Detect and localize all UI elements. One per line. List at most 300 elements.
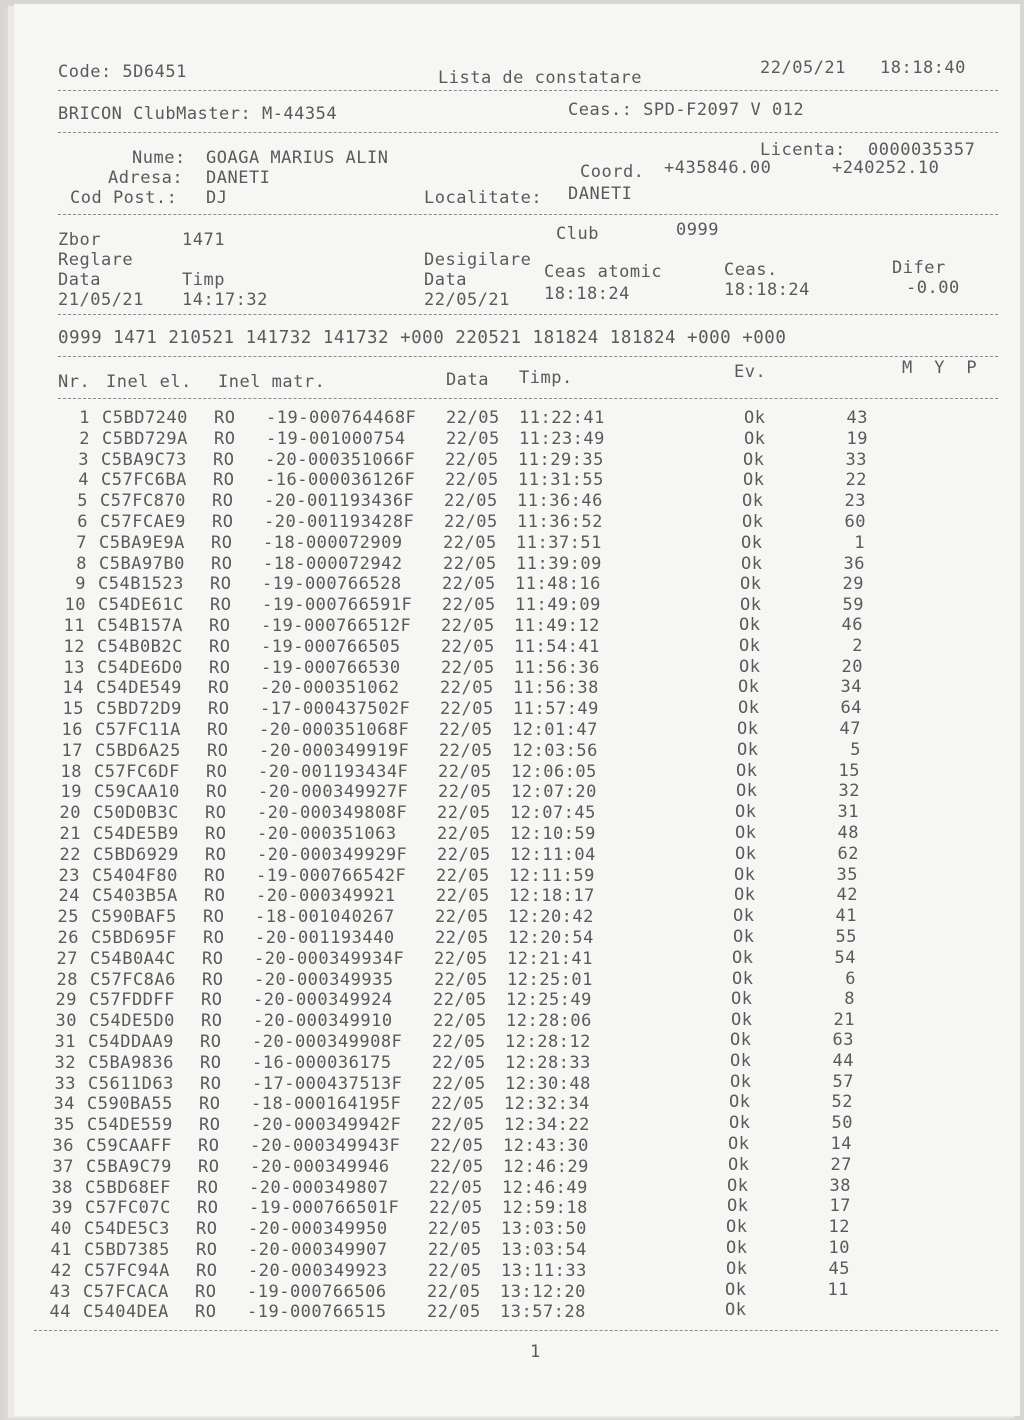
- cell-inel-matr: -18-000072942: [263, 553, 403, 574]
- cell-date: 22/05: [429, 1198, 483, 1219]
- cell-nr: 35: [53, 1115, 75, 1136]
- cell-inel-el: C54DDAA9: [88, 1032, 174, 1052]
- cell-inel-el: C5404F80: [92, 865, 178, 886]
- cell-m: 44: [832, 1050, 854, 1071]
- cell-date: 22/05: [446, 408, 500, 428]
- cell-date: 22/05: [434, 948, 488, 969]
- header-time: 18:18:40: [880, 58, 966, 78]
- table-row: [3, 928, 1009, 949]
- cell-ev: Ok: [726, 1258, 748, 1279]
- table-row: [0, 1302, 1001, 1323]
- cell-nr: 14: [62, 678, 84, 699]
- col-data: Data: [446, 370, 489, 390]
- cell-inel-el: C54DE61C: [98, 595, 184, 616]
- cell-m: 57: [832, 1071, 854, 1092]
- cell-nr: 1: [79, 408, 90, 428]
- divider: [58, 90, 998, 91]
- cell-time: 12:28:06: [506, 1011, 592, 1032]
- cell-inel-el: C5BA9E9A: [99, 532, 185, 553]
- cell-ev: Ok: [740, 574, 762, 595]
- code-line: 0999 1471 210521 141732 141732 +000 220521 181824 181824 +000 +000: [58, 328, 787, 348]
- cell-inel-el: C54DE6D0: [97, 657, 183, 678]
- cell-inel-matr: -20-000349910: [253, 1011, 393, 1032]
- table-row: [5, 803, 1011, 824]
- cell-country: RO: [196, 1260, 218, 1281]
- cell-inel-matr: -20-001193428F: [264, 512, 415, 532]
- cell-country: RO: [203, 928, 225, 948]
- cell-inel-matr: -20-000349946: [250, 1156, 390, 1177]
- cell-time: 12:18:17: [509, 886, 595, 907]
- cell-date: 22/05: [428, 1219, 482, 1240]
- cell-ev: Ok: [736, 760, 758, 781]
- cell-ev: Ok: [727, 1175, 749, 1196]
- cell-time: 11:22:41: [519, 408, 605, 428]
- cell-nr: 26: [57, 928, 79, 948]
- cell-ev: Ok: [735, 823, 757, 843]
- cell-ev: Ok: [744, 408, 766, 428]
- cell-country: RO: [196, 1240, 218, 1260]
- cell-ev: Ok: [742, 491, 764, 512]
- cell-inel-matr: -18-000164195F: [251, 1094, 402, 1115]
- cell-time: 13:03:54: [501, 1240, 587, 1260]
- table-row: [5, 845, 1011, 866]
- cell-m: 29: [842, 574, 864, 595]
- cell-date: 22/05: [440, 678, 494, 699]
- reglare-label: Reglare: [58, 250, 134, 270]
- licenta-label: Licenta:: [760, 140, 846, 160]
- cell-time: 12:34:22: [504, 1115, 590, 1136]
- cell-inel-el: C5BA9C73: [101, 449, 187, 470]
- localitate-label: Localitate:: [424, 188, 543, 208]
- cell-date: 22/05: [433, 990, 487, 1011]
- cell-inel-matr: -20-000349919F: [259, 740, 410, 761]
- table-row: [0, 1094, 1005, 1115]
- data-label: Data: [58, 270, 101, 290]
- divider: [34, 1330, 998, 1331]
- cell-inel-el: C5BD68EF: [85, 1177, 171, 1198]
- cell-country: RO: [205, 844, 227, 865]
- cell-time: 12:30:48: [505, 1073, 591, 1094]
- cell-country: RO: [207, 720, 229, 740]
- cell-nr: 2: [79, 428, 90, 449]
- cell-inel-el: C57FC07C: [85, 1198, 171, 1219]
- cell-inel-el: C54B0B2C: [97, 636, 183, 657]
- cell-date: 22/05: [441, 636, 495, 657]
- cell-inel-el: C59CAA10: [94, 782, 180, 803]
- table-row: [10, 574, 1016, 595]
- cell-country: RO: [210, 595, 232, 616]
- cell-inel-el: C54DE5C3: [84, 1219, 170, 1240]
- cell-date: 22/05: [432, 1032, 486, 1052]
- cell-ev: Ok: [733, 927, 755, 947]
- cell-m: 20: [841, 656, 863, 677]
- cell-inel-el: C5BD695F: [91, 928, 177, 948]
- cell-inel-matr: -19-000764468F: [266, 408, 417, 428]
- cell-ev: Ok: [729, 1113, 751, 1134]
- cell-inel-el: C5404DEA: [83, 1302, 169, 1323]
- cell-nr: 17: [61, 740, 83, 761]
- table-row: [0, 1136, 1004, 1157]
- cell-m: 64: [840, 698, 862, 719]
- cell-inel-matr: -18-000072909: [263, 532, 403, 553]
- cell-inel-el: C57FC6BA: [101, 470, 187, 491]
- cell-m: 34: [840, 677, 862, 698]
- cell-nr: 12: [63, 636, 85, 657]
- cell-time: 12:03:56: [512, 740, 598, 761]
- cell-inel-matr: -20-000349943F: [250, 1136, 401, 1156]
- table-row: [14, 429, 1020, 450]
- cell-ev: Ok: [741, 532, 763, 553]
- cell-inel-el: C5BD72D9: [96, 699, 182, 720]
- cell-m: 23: [844, 491, 866, 512]
- cell-nr: 43: [49, 1281, 71, 1302]
- cell-country: RO: [206, 782, 228, 803]
- cell-nr: 3: [78, 449, 89, 470]
- cell-date: 22/05: [437, 844, 491, 865]
- cell-country: RO: [195, 1281, 217, 1302]
- cell-inel-matr: -20-000349924: [253, 990, 393, 1011]
- zbor-label: Zbor: [58, 230, 101, 250]
- cell-ev: Ok: [738, 677, 760, 698]
- divider: [58, 314, 998, 315]
- cell-nr: 11: [63, 616, 85, 636]
- cell-inel-el: C57FC870: [100, 491, 186, 512]
- cell-inel-matr: -20-000349807: [249, 1177, 389, 1198]
- table-row: [13, 470, 1019, 491]
- cell-time: 11:31:55: [518, 470, 604, 491]
- coord-value-1: +435846.00: [664, 158, 772, 178]
- timp-label: Timp: [182, 270, 225, 290]
- cell-time: 11:57:49: [513, 699, 599, 720]
- cell-country: RO: [213, 449, 235, 470]
- cell-nr: 28: [56, 969, 78, 990]
- cell-ev: Ok: [741, 553, 763, 574]
- cell-m: 55: [835, 927, 857, 947]
- reglare-timp: 14:17:32: [182, 290, 268, 310]
- cell-date: 22/05: [431, 1115, 485, 1136]
- cell-m: 17: [829, 1196, 851, 1217]
- cell-time: 12:20:42: [508, 907, 594, 928]
- cell-m: 41: [835, 906, 857, 927]
- cell-time: 11:49:12: [514, 616, 600, 636]
- cell-ev: Ok: [730, 1050, 752, 1071]
- cell-inel-el: C5611D63: [88, 1073, 174, 1094]
- cell-inel-el: C59CAAFF: [86, 1136, 172, 1156]
- licenta-value: 0000035357: [868, 140, 976, 160]
- cell-time: 11:56:36: [514, 657, 600, 678]
- cell-ev: Ok: [742, 512, 764, 532]
- cell-time: 12:20:54: [508, 928, 594, 948]
- header-date: 22/05/21: [760, 58, 846, 78]
- cell-date: 22/05: [432, 1052, 486, 1073]
- cell-time: 12:25:49: [506, 990, 592, 1011]
- table-row: [4, 866, 1010, 887]
- cell-inel-el: C5BD7385: [84, 1240, 170, 1260]
- cell-date: 22/05: [442, 595, 496, 616]
- cell-date: 22/05: [438, 782, 492, 803]
- cell-inel-matr: -19-000766528: [262, 574, 402, 595]
- cell-inel-matr: -20-000349921: [256, 886, 396, 907]
- cell-nr: 39: [51, 1198, 73, 1219]
- cell-m: 42: [836, 885, 858, 906]
- cell-m: 38: [829, 1175, 851, 1196]
- cell-inel-matr: -20-000351062: [260, 678, 400, 699]
- cell-inel-el: C54B1523: [98, 574, 184, 595]
- cell-country: RO: [199, 1094, 221, 1115]
- cell-date: 22/05: [443, 532, 497, 553]
- cell-nr: 8: [76, 553, 87, 574]
- cell-ev: Ok: [730, 1030, 752, 1050]
- cell-inel-el: C54B0A4C: [90, 948, 176, 969]
- cell-country: RO: [213, 470, 235, 491]
- club-value: 0999: [676, 220, 719, 240]
- cell-country: RO: [210, 574, 232, 595]
- cell-date: 22/05: [439, 720, 493, 740]
- cell-nr: 16: [61, 720, 83, 740]
- cell-country: RO: [204, 865, 226, 886]
- cell-ev: Ok: [740, 595, 762, 616]
- table-row: [0, 1175, 1003, 1199]
- cell-date: 22/05: [436, 886, 490, 907]
- cell-date: 22/05: [445, 470, 499, 491]
- cell-time: 11:36:46: [517, 491, 603, 512]
- cell-nr: 32: [54, 1052, 76, 1073]
- cell-time: 13:12:20: [500, 1281, 586, 1302]
- table-row: [0, 1240, 1002, 1261]
- table-row: [2, 970, 1008, 991]
- table-row: [0, 1258, 1002, 1282]
- cell-inel-matr: -20-001193440: [255, 928, 395, 948]
- cell-time: 11:48:16: [515, 574, 601, 595]
- cell-time: 13:57:28: [500, 1302, 586, 1323]
- col-inel-el: Inel el.: [106, 372, 192, 392]
- codpost-value: DJ: [206, 188, 228, 208]
- cell-time: 12:07:20: [511, 782, 597, 803]
- col-timp: Timp.: [519, 368, 573, 388]
- cell-inel-matr: -20-000349929F: [257, 844, 408, 865]
- table-row: [11, 554, 1017, 575]
- cell-country: RO: [198, 1136, 220, 1156]
- cell-inel-el: C54DE549: [96, 678, 182, 699]
- cell-date: 22/05: [444, 512, 498, 532]
- nume-label: Nume:: [132, 148, 186, 168]
- cell-time: 12:10:59: [510, 824, 596, 844]
- cell-m: 52: [831, 1092, 853, 1113]
- cell-inel-matr: -16-000036175: [252, 1052, 392, 1073]
- cell-time: 11:56:38: [513, 678, 599, 699]
- cell-ev: Ok: [737, 719, 759, 739]
- cell-inel-matr: -18-001040267: [255, 907, 395, 928]
- cell-date: 22/05: [437, 824, 491, 844]
- cell-inel-matr: -17-000437513F: [252, 1073, 403, 1094]
- cell-ev: Ok: [729, 1092, 751, 1113]
- cell-inel-el: C5BA97B0: [99, 553, 185, 574]
- cell-inel-matr: -19-000766505: [261, 636, 401, 657]
- cell-country: RO: [205, 824, 227, 844]
- cell-date: 22/05: [435, 928, 489, 948]
- ceas-value: 18:18:24: [724, 280, 810, 300]
- table-row: [0, 1115, 1005, 1136]
- cell-nr: 5: [77, 491, 88, 512]
- cell-m: 2: [852, 635, 863, 656]
- cell-m: 54: [834, 947, 856, 968]
- cell-country: RO: [208, 678, 230, 699]
- cell-time: 11:54:41: [514, 636, 600, 657]
- cell-inel-el: C57FCAE9: [100, 512, 186, 532]
- cell-date: 22/05: [434, 969, 488, 990]
- cell-m: 27: [830, 1154, 852, 1175]
- cell-inel-matr: -20-000349927F: [258, 782, 409, 803]
- reglare-data: 21/05/21: [58, 290, 144, 310]
- cell-m: 19: [846, 428, 868, 449]
- cell-country: RO: [198, 1156, 220, 1177]
- cell-date: 22/05: [438, 761, 492, 782]
- cell-inel-matr: -19-000766530: [261, 657, 401, 678]
- table-row: [5, 824, 1011, 845]
- cell-ev: Ok: [738, 698, 760, 719]
- cell-nr: 29: [55, 990, 77, 1011]
- cell-inel-el: C5BA9C79: [86, 1156, 172, 1177]
- cell-m: 45: [828, 1258, 850, 1279]
- cell-nr: 9: [75, 574, 86, 595]
- cell-country: RO: [212, 491, 234, 512]
- cell-nr: 7: [76, 532, 87, 553]
- cell-nr: 44: [49, 1302, 71, 1323]
- cell-nr: 15: [62, 699, 84, 720]
- col-ev: Ev.: [734, 362, 767, 382]
- cell-inel-matr: -20-000351068F: [259, 720, 410, 740]
- coord-label: Coord.: [580, 162, 645, 182]
- cell-country: RO: [202, 969, 224, 990]
- cell-date: 22/05: [443, 553, 497, 574]
- cell-inel-el: C5BA9836: [88, 1052, 174, 1073]
- cell-date: 22/05: [427, 1281, 481, 1302]
- table-row: [9, 658, 1015, 679]
- cell-m: 63: [832, 1030, 854, 1050]
- cell-inel-el: C5BD7240: [102, 408, 188, 428]
- cell-time: 11:29:35: [518, 449, 604, 470]
- cell-inel-matr: -19-000766506: [247, 1281, 387, 1302]
- cell-nr: 4: [78, 470, 89, 491]
- cell-time: 12:28:12: [505, 1032, 591, 1052]
- cell-inel-el: C5403B5A: [92, 886, 178, 907]
- cell-nr: 36: [52, 1136, 74, 1156]
- nume-value: GOAGA MARIUS ALIN: [206, 148, 389, 168]
- cell-time: 12:11:59: [509, 865, 595, 886]
- cell-ev: Ok: [743, 470, 765, 491]
- code-label: Code: 5D6451: [58, 62, 187, 82]
- cell-country: RO: [200, 1032, 222, 1052]
- cell-country: RO: [196, 1219, 218, 1240]
- cell-inel-matr: -20-000349908F: [252, 1032, 403, 1052]
- cell-country: RO: [211, 532, 233, 553]
- cell-ev: Ok: [725, 1300, 747, 1321]
- table-row: [0, 1154, 1004, 1178]
- cell-time: 13:11:33: [501, 1260, 587, 1281]
- cell-nr: 21: [59, 824, 81, 844]
- cell-m: 1: [854, 532, 865, 553]
- cell-country: RO: [209, 636, 231, 657]
- cell-ev: Ok: [727, 1196, 749, 1217]
- cell-inel-el: C54DE5D0: [89, 1011, 175, 1032]
- cell-nr: 18: [60, 761, 82, 782]
- col-inel-matr: Inel matr.: [218, 372, 326, 392]
- cell-date: 22/05: [446, 428, 500, 449]
- cell-nr: 31: [54, 1032, 76, 1052]
- cell-country: RO: [203, 907, 225, 928]
- cell-m: 31: [837, 802, 859, 823]
- cell-country: RO: [197, 1177, 219, 1198]
- cell-nr: 38: [51, 1177, 73, 1198]
- cell-ev: Ok: [743, 449, 765, 470]
- cell-time: 13:03:50: [501, 1219, 587, 1240]
- cell-country: RO: [201, 1011, 223, 1032]
- cell-date: 22/05: [428, 1240, 482, 1260]
- table-row: [0, 1219, 1002, 1240]
- table-row: [1, 1011, 1007, 1032]
- cell-time: 12:01:47: [512, 720, 598, 740]
- cell-inel-el: C50D0B3C: [93, 803, 179, 824]
- cell-inel-el: C57FC6DF: [94, 761, 180, 782]
- desigilare-label: Desigilare: [424, 250, 532, 270]
- cell-nr: 13: [63, 657, 85, 678]
- cell-date: 22/05: [432, 1073, 486, 1094]
- table-row: [3, 907, 1009, 928]
- cell-time: 11:39:09: [516, 553, 602, 574]
- cell-inel-el: C57FC11A: [95, 720, 181, 740]
- cell-m: 8: [844, 989, 855, 1010]
- table-row: [12, 491, 1018, 512]
- cell-time: 12:25:01: [507, 969, 593, 990]
- cell-date: 22/05: [445, 449, 499, 470]
- cell-ev: Ok: [726, 1217, 748, 1238]
- cell-date: 22/05: [442, 574, 496, 595]
- cell-m: 50: [831, 1113, 853, 1134]
- cell-m: 60: [844, 512, 866, 532]
- cell-time: 12:32:34: [504, 1094, 590, 1115]
- cell-m: 15: [838, 760, 860, 781]
- col-nr: Nr.: [58, 372, 91, 392]
- cell-nr: 22: [59, 844, 81, 865]
- codpost-label: Cod Post.:: [70, 188, 178, 208]
- table-row: [9, 637, 1015, 658]
- cell-inel-el: C57FDDFF: [89, 990, 175, 1011]
- table-row: [8, 699, 1014, 720]
- cell-nr: 42: [50, 1260, 72, 1281]
- cell-nr: 27: [56, 948, 78, 969]
- cell-inel-el: C57FC94A: [84, 1260, 170, 1281]
- cell-date: 22/05: [436, 865, 490, 886]
- cell-inel-matr: -19-000766501F: [249, 1198, 400, 1219]
- cell-date: 22/05: [441, 616, 495, 636]
- cell-inel-matr: -19-000766515: [247, 1302, 387, 1323]
- cell-country: RO: [195, 1302, 217, 1323]
- cell-ev: Ok: [728, 1134, 750, 1154]
- cell-date: 22/05: [440, 699, 494, 720]
- cell-m: 46: [841, 615, 863, 635]
- cell-time: 12:46:49: [502, 1177, 588, 1198]
- cell-country: RO: [207, 740, 229, 761]
- cell-time: 11:23:49: [519, 428, 605, 449]
- cell-inel-matr: -20-001193434F: [258, 761, 409, 782]
- cell-date: 22/05: [439, 740, 493, 761]
- cell-inel-matr: -19-000766512F: [261, 616, 412, 636]
- cell-ev: Ok: [731, 1010, 753, 1031]
- table-row: [0, 1071, 1006, 1095]
- cell-inel-matr: -17-000437502F: [260, 699, 411, 720]
- cell-m: 62: [837, 843, 859, 864]
- cell-m: 21: [833, 1010, 855, 1031]
